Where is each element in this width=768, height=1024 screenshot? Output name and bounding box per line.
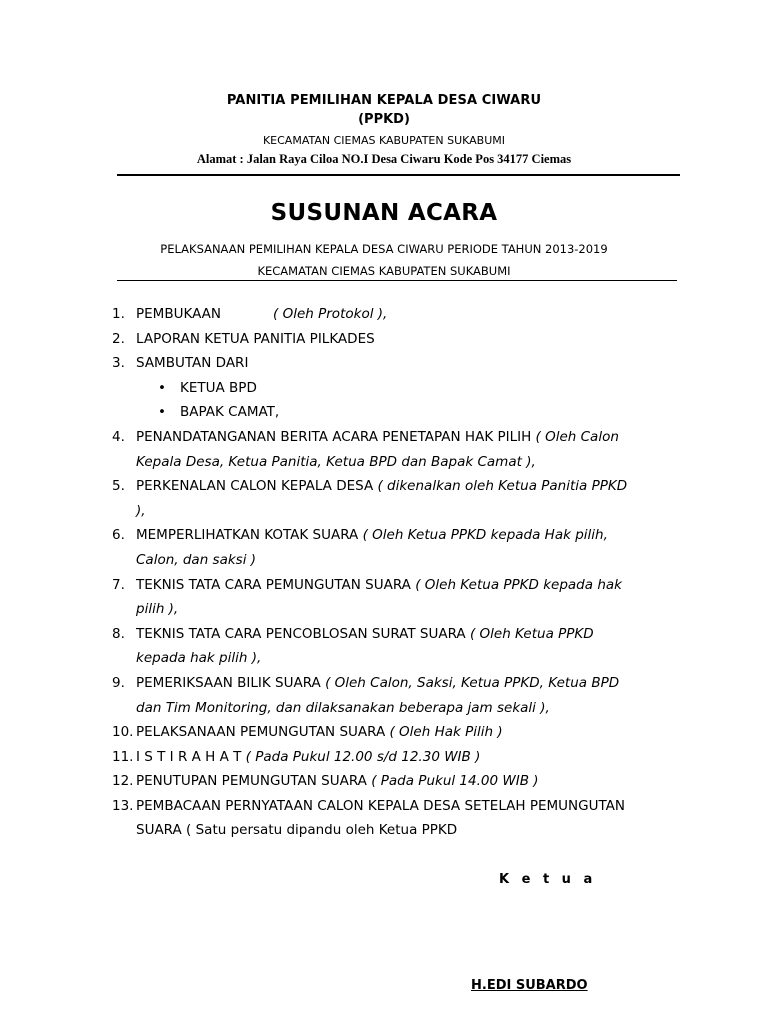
item-label: PENANDATANGANAN BERITA ACARA PENETAPAN HAK PILIH — [136, 428, 532, 445]
item-note-continued: kepada hak pilih ), — [136, 650, 262, 667]
agenda-item-7 — [112, 573, 687, 622]
agenda-item-5 — [112, 474, 687, 523]
item-label: PERKENALAN CALON KEPALA DESA — [136, 478, 374, 495]
agenda-subitem: • BAPAK CAMAT, — [112, 400, 687, 425]
item-label: MEMPERLIHATKAN KOTAK SUARA — [136, 527, 359, 544]
agenda-item-8 — [112, 622, 687, 671]
agenda-item-13 — [112, 794, 687, 843]
item-label: TEKNIS TATA CARA PEMUNGUTAN SUARA — [136, 576, 411, 593]
item-number: 3. — [112, 355, 125, 372]
organization-abbr: (PPKD) — [358, 112, 410, 127]
item-note: ( Pada Pukul 12.00 s/d 12.30 WIB ) — [245, 748, 481, 765]
item-note-continued: Calon, dan saksi ) — [136, 551, 257, 568]
subtitle — [0, 238, 768, 282]
organization-name: PANITIA PEMILIHAN KEPALA DESA CIWARU — [226, 93, 542, 108]
agenda-item-6 — [112, 523, 687, 572]
agenda-item-11 — [112, 745, 687, 770]
subtitle-line-2: KECAMATAN CIEMAS KABUPATEN SUKABUMI — [257, 264, 511, 278]
item-note: ( Oleh Calon, Saksi, Ketua PPKD, Ketua BPD — [325, 674, 620, 691]
signature-name: H.EDI SUBARDO — [471, 978, 588, 993]
title-divider — [117, 280, 677, 281]
item-label: I S T I R A H A T — [136, 748, 242, 765]
item-number: 4. — [112, 428, 125, 445]
agenda-list — [112, 302, 687, 843]
item-note: ( Oleh Ketua PPKD — [469, 625, 594, 642]
item-number: 6. — [112, 527, 125, 544]
item-label: PEMBACAAN PERNYATAAN CALON KEPALA DESA SETELAH PEMUNGUTAN — [136, 797, 626, 814]
agenda-item-2 — [112, 327, 687, 352]
item-number: 1. — [112, 306, 125, 322]
item-note-continued: ), — [136, 502, 146, 519]
agenda-subitem: • KETUA BPD — [112, 376, 687, 401]
item-number: 5. — [112, 478, 125, 495]
item-label-continued: SUARA ( Satu persatu dipandu oleh Ketua PPKD — [136, 822, 458, 839]
subtitle-line-1: PELAKSANAAN PEMILIHAN KEPALA DESA CIWARU PERIODE TAHUN 2013-2019 — [160, 242, 608, 256]
agenda-item-1 — [112, 302, 687, 327]
item-number: 8. — [112, 625, 125, 642]
item-note: ( Oleh Ketua PPKD kepada hak — [415, 576, 622, 593]
agenda-item-10 — [112, 720, 687, 745]
item-note-continued: dan Tim Monitoring, dan dilaksanakan beberapa jam sekali ), — [136, 699, 550, 716]
item-note-continued: pilih ), — [136, 601, 179, 618]
agenda-item-12 — [112, 769, 687, 794]
item-note: ( Pada Pukul 14.00 WIB ) — [371, 773, 539, 790]
agenda-item-9 — [112, 671, 687, 720]
item-number: 10. — [112, 724, 134, 741]
item-label: LAPORAN KETUA PANITIA PILKADES — [136, 330, 375, 347]
agenda-item-4 — [112, 425, 687, 474]
item-label: PEMERIKSAAN BILIK SUARA — [136, 674, 321, 691]
item-note: ( Oleh Ketua PPKD kepada Hak pilih, — [362, 527, 608, 544]
item-number: 2. — [112, 330, 125, 347]
item-label: SAMBUTAN DARI — [136, 355, 249, 372]
item-label: PEMBUKAAN — [136, 306, 222, 322]
item-number: 9. — [112, 674, 125, 691]
district-line: KECAMATAN CIEMAS KABUPATEN SUKABUMI — [262, 134, 506, 147]
item-label: PELAKSANAAN PEMUNGUTAN SUARA — [136, 724, 386, 741]
letterhead — [0, 92, 768, 166]
item-note: ( dikenalkan oleh Ketua Panitia PPKD — [377, 478, 628, 495]
item-note: ( Oleh Calon — [535, 428, 619, 445]
item-number: 13. — [112, 797, 134, 814]
item-note: ( Oleh Hak Pilih ) — [389, 724, 503, 741]
bullet-icon: • — [158, 404, 166, 421]
bullet-icon: • — [158, 379, 166, 396]
address-line: Alamat : Jalan Raya Ciloa NO.I Desa Ciwaru Kode Pos 34177 Ciemas — [196, 152, 572, 166]
item-number: 11. — [112, 748, 134, 765]
page-title: SUSUNAN ACARA — [270, 200, 498, 226]
item-note: ( Oleh Protokol ), — [273, 306, 388, 322]
item-label: TEKNIS TATA CARA PENCOBLOSAN SURAT SUARA — [136, 625, 466, 642]
letterhead-divider — [117, 174, 680, 176]
item-number: 7. — [112, 576, 125, 593]
item-number: 12. — [112, 773, 134, 790]
agenda-item-3 — [112, 351, 687, 376]
item-note-continued: Kepala Desa, Ketua Panitia, Ketua BPD dan Bapak Camat ), — [136, 453, 536, 470]
signature-role: K e t u a — [499, 872, 597, 887]
item-label: PENUTUPAN PEMUNGUTAN SUARA — [136, 773, 367, 790]
